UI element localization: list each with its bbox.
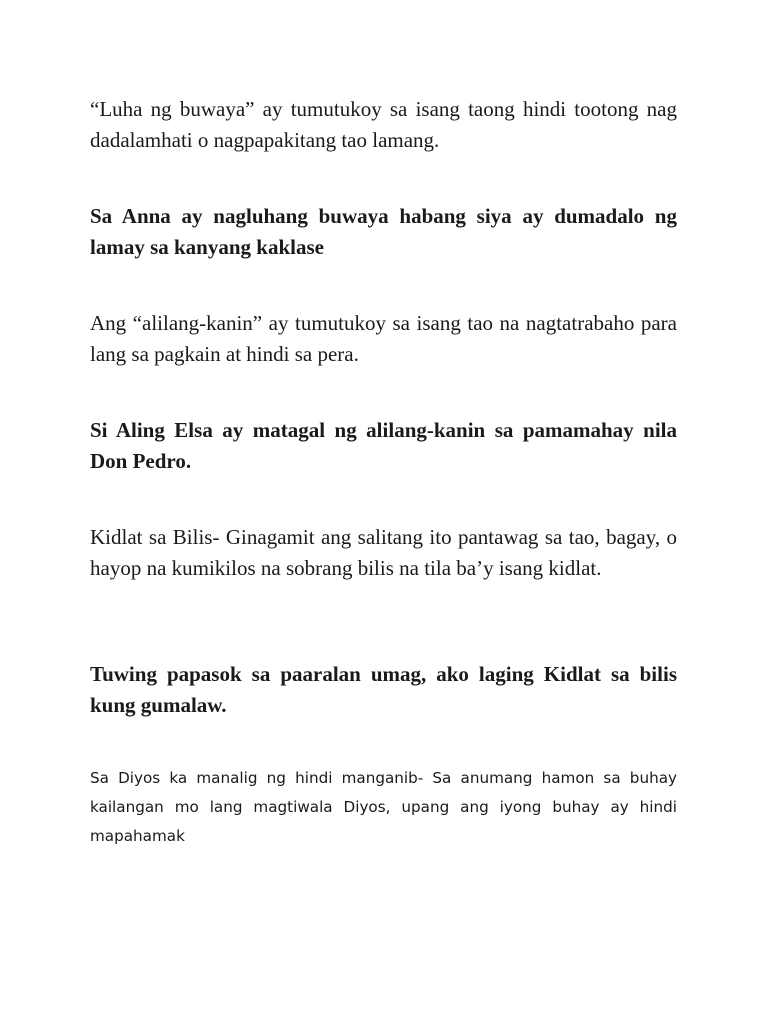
example-alilang-kanin: Si Aling Elsa ay matagal ng alilang-kanin sa pamamahay nila Don Pedro. bbox=[90, 418, 677, 473]
definition-alilang-kanin: Ang “alilang-kanin” ay tumutukoy sa isang tao na nagtatrabaho para lang sa pagkain at hindi sa pera. bbox=[90, 311, 677, 366]
definition-luha-ng-buwaya: “Luha ng buwaya” ay tumutukoy sa isang taong hindi tootong nag dadalamhati o nagpapakitang tao lamang. bbox=[90, 97, 677, 152]
example-luha-ng-buwaya: Sa Anna ay nagluhang buwaya habang siya ay dumadalo ng lamay sa kanyang kaklase bbox=[90, 204, 677, 259]
example-kidlat-sa-bilis: Tuwing papasok sa paaralan umag, ako laging Kidlat sa bilis kung gumalaw. bbox=[90, 662, 677, 717]
definition-kidlat-sa-bilis: Kidlat sa Bilis- Ginagamit ang salitang ito pantawag sa tao, bagay, o hayop na kumikilos na sobrang bilis na tila ba’y isang kidlat. bbox=[90, 525, 677, 580]
definition-sa-diyos-ka-manalig: Sa Diyos ka manalig ng hindi manganib- Sa anumang hamon sa buhay kailangan mo lang magtiwala Diyos, upang ang iyong buhay ay hindi mapahamak bbox=[90, 769, 677, 845]
